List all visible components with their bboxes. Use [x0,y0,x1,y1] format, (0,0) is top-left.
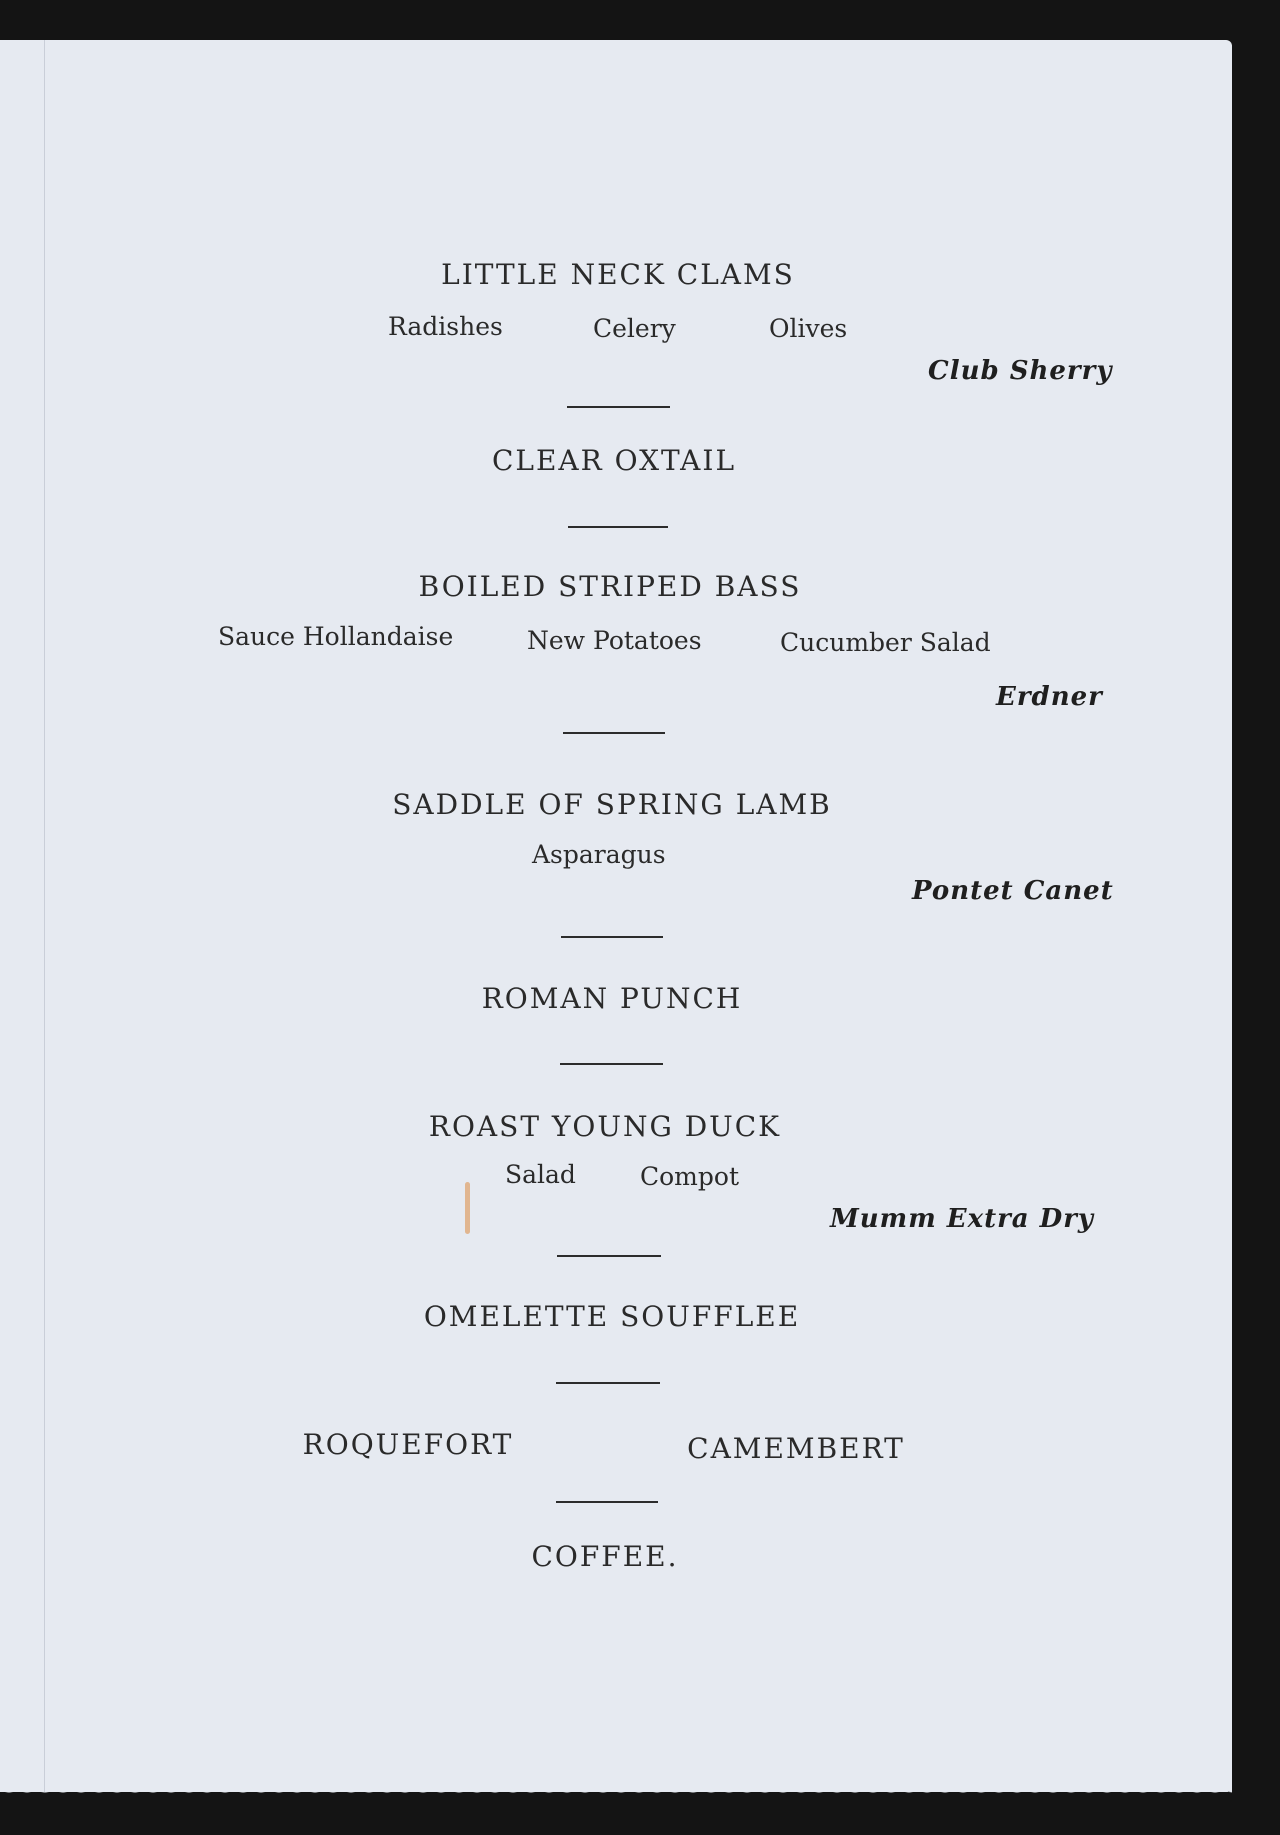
divider [556,1382,660,1384]
wine-pairing: Pontet Canet [912,876,1114,906]
course-title: CLEAR OXTAIL [491,444,737,477]
paper-stain [465,1182,470,1234]
wine-pairing: Club Sherry [928,356,1113,386]
card-fold [44,40,45,1792]
divider [557,1255,661,1257]
course-title: LITTLE NECK CLAMS [441,258,795,291]
side-dish: Cucumber Salad [780,628,991,657]
course-title: BOILED STRIPED BASS [418,570,802,603]
side-dish: Radishes [388,312,503,341]
side-dish: Celery [593,314,676,343]
course-title: ROMAN PUNCH [481,982,743,1015]
divider [567,406,670,408]
side-dish: Sauce Hollandaise [218,622,454,651]
deckled-edge-right [1218,40,1236,1792]
course-title: COFFEE. [531,1540,679,1573]
wine-pairing: Erdner [996,682,1103,712]
side-dish: Compot [640,1162,739,1191]
course-title: OMELETTE SOUFFLEE [423,1300,801,1333]
divider [563,732,665,734]
divider [561,936,663,938]
cheese-course: CAMEMBERT [687,1432,905,1465]
side-dish: Olives [769,314,848,343]
divider [556,1501,658,1503]
course-title: ROAST YOUNG DUCK [428,1110,782,1143]
deckled-edge-bottom [0,1782,1232,1800]
side-dish: Asparagus [532,840,666,869]
cheese-course: ROQUEFORT [302,1428,514,1461]
wine-pairing: Mumm Extra Dry [830,1204,1095,1234]
course-title: SADDLE OF SPRING LAMB [392,788,832,821]
divider [560,1063,663,1065]
side-dish: Salad [505,1160,576,1189]
menu-card [0,40,1232,1792]
divider [568,526,668,528]
side-dish: New Potatoes [527,626,702,655]
